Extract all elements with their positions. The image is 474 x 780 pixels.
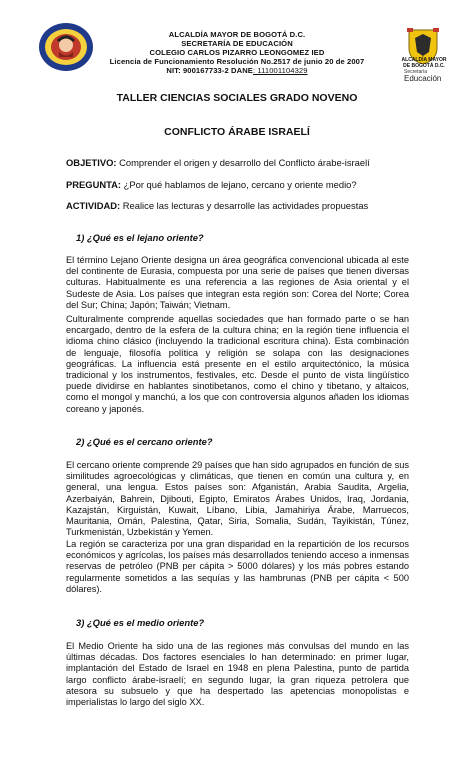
- page-title: TALLER CIENCIAS SOCIALES GRADO NOVENO: [116, 92, 358, 104]
- nit-text: NIT: 900167733-2 DANE: [166, 66, 253, 75]
- question-line: [66, 179, 416, 191]
- section-heading-3: 3) ¿Qué es el medio oriente?: [76, 617, 205, 628]
- question-text: ¿Por qué hablamos de lejano, cercano y oriente medio?: [123, 179, 357, 190]
- seal-caption-1: ALCALDÍA MAYOR: [401, 57, 447, 63]
- dane-code: : 111001104329: [252, 66, 308, 75]
- header-line-1: ALCALDÍA MAYOR DE BOGOTÁ D.C.: [168, 30, 306, 39]
- page-subtitle: CONFLICTO ÁRABE ISRAELÍ: [164, 126, 310, 138]
- seal-secretaria: Secretaría: [404, 69, 428, 75]
- paragraph: El término Lejano Oriente designa un área geográfica convencional ubicada al este del continente de Eurasia, compuesta por una serie de países que tienen diversas culturas. Habitualmente es una referencia a las regiones de Asia oriental y el Sudeste de Asia. Los países que integran esta región son: Corea del Norte; Corea del Sur; China; Japón; Taiwán; Vietnam.: [66, 255, 409, 310]
- paragraph: El Medio Oriente ha sido una de las regiones más convulsas del mundo en las últimas décadas. Dos factores esenciales lo han determinado: en primer lugar, implantación del Estado de Israel en 1948 en plena Palestina, punto de partida largo conflicto árabe-israelí; en segundo lugar, la gran riqueza petrolera que atesora su subsuelo y que ha despertado las apetencias monopolistas e imperialistas lo largo del siglo XX.: [66, 641, 409, 708]
- activity-label: ACTIVIDAD:: [66, 200, 121, 211]
- paragraph: El cercano oriente comprende 29 países que han sido agrupados en función de sus similitudes agroecológicas y climáticas, que tienen en común una cultura y, en general, una lengua. Estos países son: Afganistán, Arabia Saudita, Argelia, Azerbaiyán, Bahrein, Djibouti, Egipto, Emiratos Árabes Unidos, Iraq, Jordania, Kazajstán, Kirguistán, Kuwait, Líbano, Libia, Jamahiriya Árabe, Marruecos, Mauritania, Omán, Palestina, Qatar, Siria, Somalia, Sudán, Tayikistán, Túnez, Turkmenistán, Uzbekistán y Yemen.: [66, 460, 409, 538]
- objective-label: OBJETIVO:: [66, 157, 117, 168]
- header-line-2: SECRETARÍA DE EDUCACIÓN: [181, 39, 293, 48]
- header-line-3: COLEGIO CARLOS PIZARRO LEONGOMEZ IED: [149, 48, 325, 57]
- seal-educacion: Educación: [404, 74, 442, 83]
- question-label: PREGUNTA:: [66, 179, 122, 190]
- objective-line: [66, 157, 416, 169]
- paragraph: La región se caracteriza por una gran disparidad en la repartición de los recursos económicos y agrícolas, los países más desarrollados teniendo acceso a inmensas reservas de petróleo (PNB per cápita > 5000 dólares) y los más pobres estando regularmente sometidos a las sequías y las hambrunas (PNB per cápita < 500 dólares).: [66, 539, 409, 594]
- section-heading-1: 1) ¿Qué es el lejano oriente?: [76, 232, 204, 243]
- activity-line: [66, 200, 416, 212]
- activity-text: Realice las lecturas y desarrolle las actividades propuestas: [122, 200, 369, 211]
- paragraph: Culturalmente comprende aquellas sociedades que han formado parte o se han encargado, dentro de la esfera de la cultura china; en la región tiene influencia el idioma chino clásico (incluyendo la tradicional escritura china). Esta combinación de lenguaje, filosofía política y religión se solapa con las designaciones geográficas. La influencia está presente en el estilo arquitectónico, la música tradicional y los instrumentos, festivales, etc. Desde el punto de vista lingüístico puede dividirse en hablantes sinotibetanos, como el chino y tibetano, y altaicos, como el mongol y manchú, a los que con controversia algunos añaden los idiomas coreano y japonés.: [66, 314, 409, 414]
- objective-text: Comprender el origen y desarrollo del Conflicto árabe-israelí: [119, 157, 370, 168]
- section-heading-2: 2) ¿Qué es el cercano oriente?: [76, 436, 213, 447]
- seal-caption-2: DE BOGOTÁ D.C.: [403, 63, 445, 69]
- letterhead: [0, 0, 474, 83]
- header-line-4: Licencia de Funcionamiento Resolución No.2517 de junio 20 de 2007: [109, 57, 365, 66]
